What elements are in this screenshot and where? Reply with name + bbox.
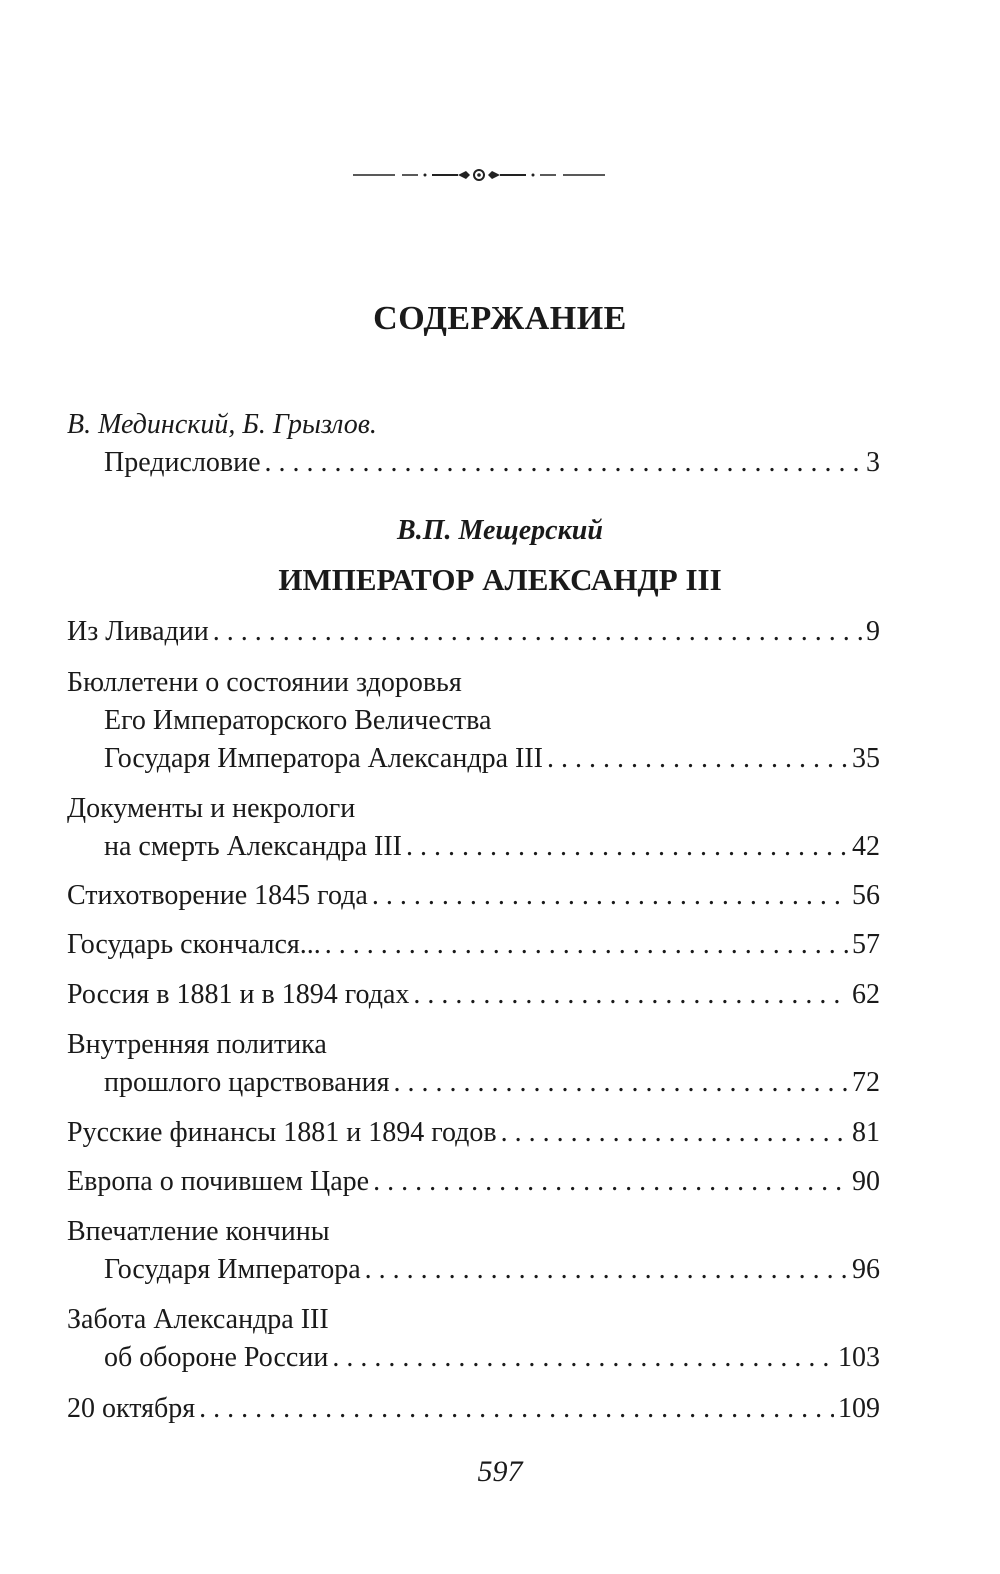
dot-leader bbox=[406, 828, 848, 866]
toc-entry-page: 81 bbox=[852, 1117, 880, 1148]
toc-entry-line bbox=[67, 828, 880, 866]
dot-leader bbox=[394, 1064, 848, 1102]
toc-entry-line bbox=[67, 1163, 880, 1201]
toc-entry-line bbox=[67, 1339, 880, 1377]
toc-entry-title: Бюллетени о состоянии здоровья bbox=[67, 667, 462, 698]
toc-entry-line bbox=[67, 1114, 880, 1152]
toc-entry-page: 62 bbox=[852, 979, 880, 1010]
toc-entry-title: Россия в 1881 и в 1894 годах bbox=[67, 979, 410, 1010]
toc-entry-page: 3 bbox=[866, 447, 880, 478]
toc-entry-page: 42 bbox=[852, 831, 880, 862]
toc-entry-title: Предисловие bbox=[104, 447, 261, 478]
toc-entry[interactable] bbox=[67, 790, 880, 866]
toc-entry-page: 90 bbox=[852, 1166, 880, 1197]
toc-entry[interactable] bbox=[67, 613, 880, 651]
toc-entry[interactable] bbox=[67, 926, 880, 964]
toc-entry-title: Внутренняя политика bbox=[67, 1029, 327, 1060]
toc-entry-title: Стихотворение 1845 года bbox=[67, 880, 368, 911]
toc-entry-title: Европа о почившем Царе bbox=[67, 1166, 370, 1197]
toc-entry-title-continued: об обороне России bbox=[104, 1342, 329, 1373]
toc-entry-title-continued: Государя Императора bbox=[104, 1254, 361, 1285]
toc-entry-line bbox=[67, 1390, 880, 1428]
toc-entry-title: Впечатление кончины bbox=[67, 1216, 330, 1247]
toc-entry-page: 96 bbox=[852, 1254, 880, 1285]
dot-leader bbox=[547, 740, 848, 778]
toc-entry-title-continued: на смерть Александра III bbox=[104, 831, 402, 862]
dot-leader bbox=[325, 926, 848, 964]
page-number: 597 bbox=[477, 1455, 523, 1488]
toc-entry-title: Документы и некрологи bbox=[67, 793, 356, 824]
toc-entry[interactable] bbox=[67, 1301, 880, 1377]
dot-leader bbox=[372, 877, 848, 915]
toc-entry-line bbox=[67, 877, 880, 915]
dot-leader bbox=[199, 1390, 834, 1428]
page-heading: СОДЕРЖАНИЕ bbox=[373, 300, 627, 337]
toc-entry-line bbox=[67, 444, 880, 482]
toc-entry-page: 57 bbox=[852, 929, 880, 960]
toc-entry-line bbox=[67, 1064, 880, 1102]
toc-entry-line bbox=[67, 1251, 880, 1289]
toc-entry-title-continued: Государя Императора Александра III bbox=[104, 743, 543, 774]
toc-entry[interactable] bbox=[67, 1390, 880, 1428]
dot-leader bbox=[365, 1251, 848, 1289]
toc-entry-page: 56 bbox=[852, 880, 880, 911]
toc-entry-page: 109 bbox=[838, 1393, 880, 1424]
toc-entry[interactable] bbox=[67, 1163, 880, 1201]
decorative-ornament bbox=[0, 160, 1000, 190]
toc-entry-title: 20 октября bbox=[67, 1393, 196, 1424]
toc-entry-page: 72 bbox=[852, 1067, 880, 1098]
toc-entry-line bbox=[67, 740, 880, 778]
toc-entry-line bbox=[67, 613, 880, 651]
toc-entry[interactable] bbox=[67, 1026, 880, 1102]
toc-entry-title-continued: Его Императорского Величества bbox=[104, 705, 492, 736]
toc-entry-title: Забота Александра III bbox=[67, 1304, 329, 1335]
toc-entry-page: 35 bbox=[852, 743, 880, 774]
toc-entry[interactable] bbox=[67, 877, 880, 915]
dot-leader bbox=[213, 613, 862, 651]
dot-leader bbox=[413, 976, 848, 1014]
toc-entry-page: 103 bbox=[838, 1342, 880, 1373]
toc-entry[interactable] bbox=[67, 1114, 880, 1152]
toc-entry-line bbox=[67, 926, 880, 964]
toc-entry-title: Из Ливадии bbox=[67, 616, 209, 647]
dot-leader bbox=[373, 1163, 848, 1201]
section-title: ИМПЕРАТОР АЛЕКСАНДР III bbox=[278, 562, 722, 597]
toc-entry-title-continued: прошлого царствования bbox=[104, 1067, 390, 1098]
section-author: В.П. Мещерский bbox=[397, 515, 603, 546]
toc-entry[interactable] bbox=[67, 1213, 880, 1289]
dot-leader bbox=[501, 1114, 848, 1152]
toc-entry-preface[interactable] bbox=[67, 406, 880, 482]
toc-entry[interactable] bbox=[67, 664, 880, 778]
toc-entry-authors: В. Мединский, Б. Грызлов. bbox=[67, 409, 377, 440]
dot-leader bbox=[265, 444, 862, 482]
toc-entry[interactable] bbox=[67, 976, 880, 1014]
toc-entry-line bbox=[67, 976, 880, 1014]
toc-entry-title: Русские финансы 1881 и 1894 годов bbox=[67, 1117, 497, 1148]
dot-leader bbox=[332, 1339, 834, 1377]
toc-entry-page: 9 bbox=[866, 616, 880, 647]
toc-entry-title: Государь скончался... bbox=[67, 929, 321, 960]
